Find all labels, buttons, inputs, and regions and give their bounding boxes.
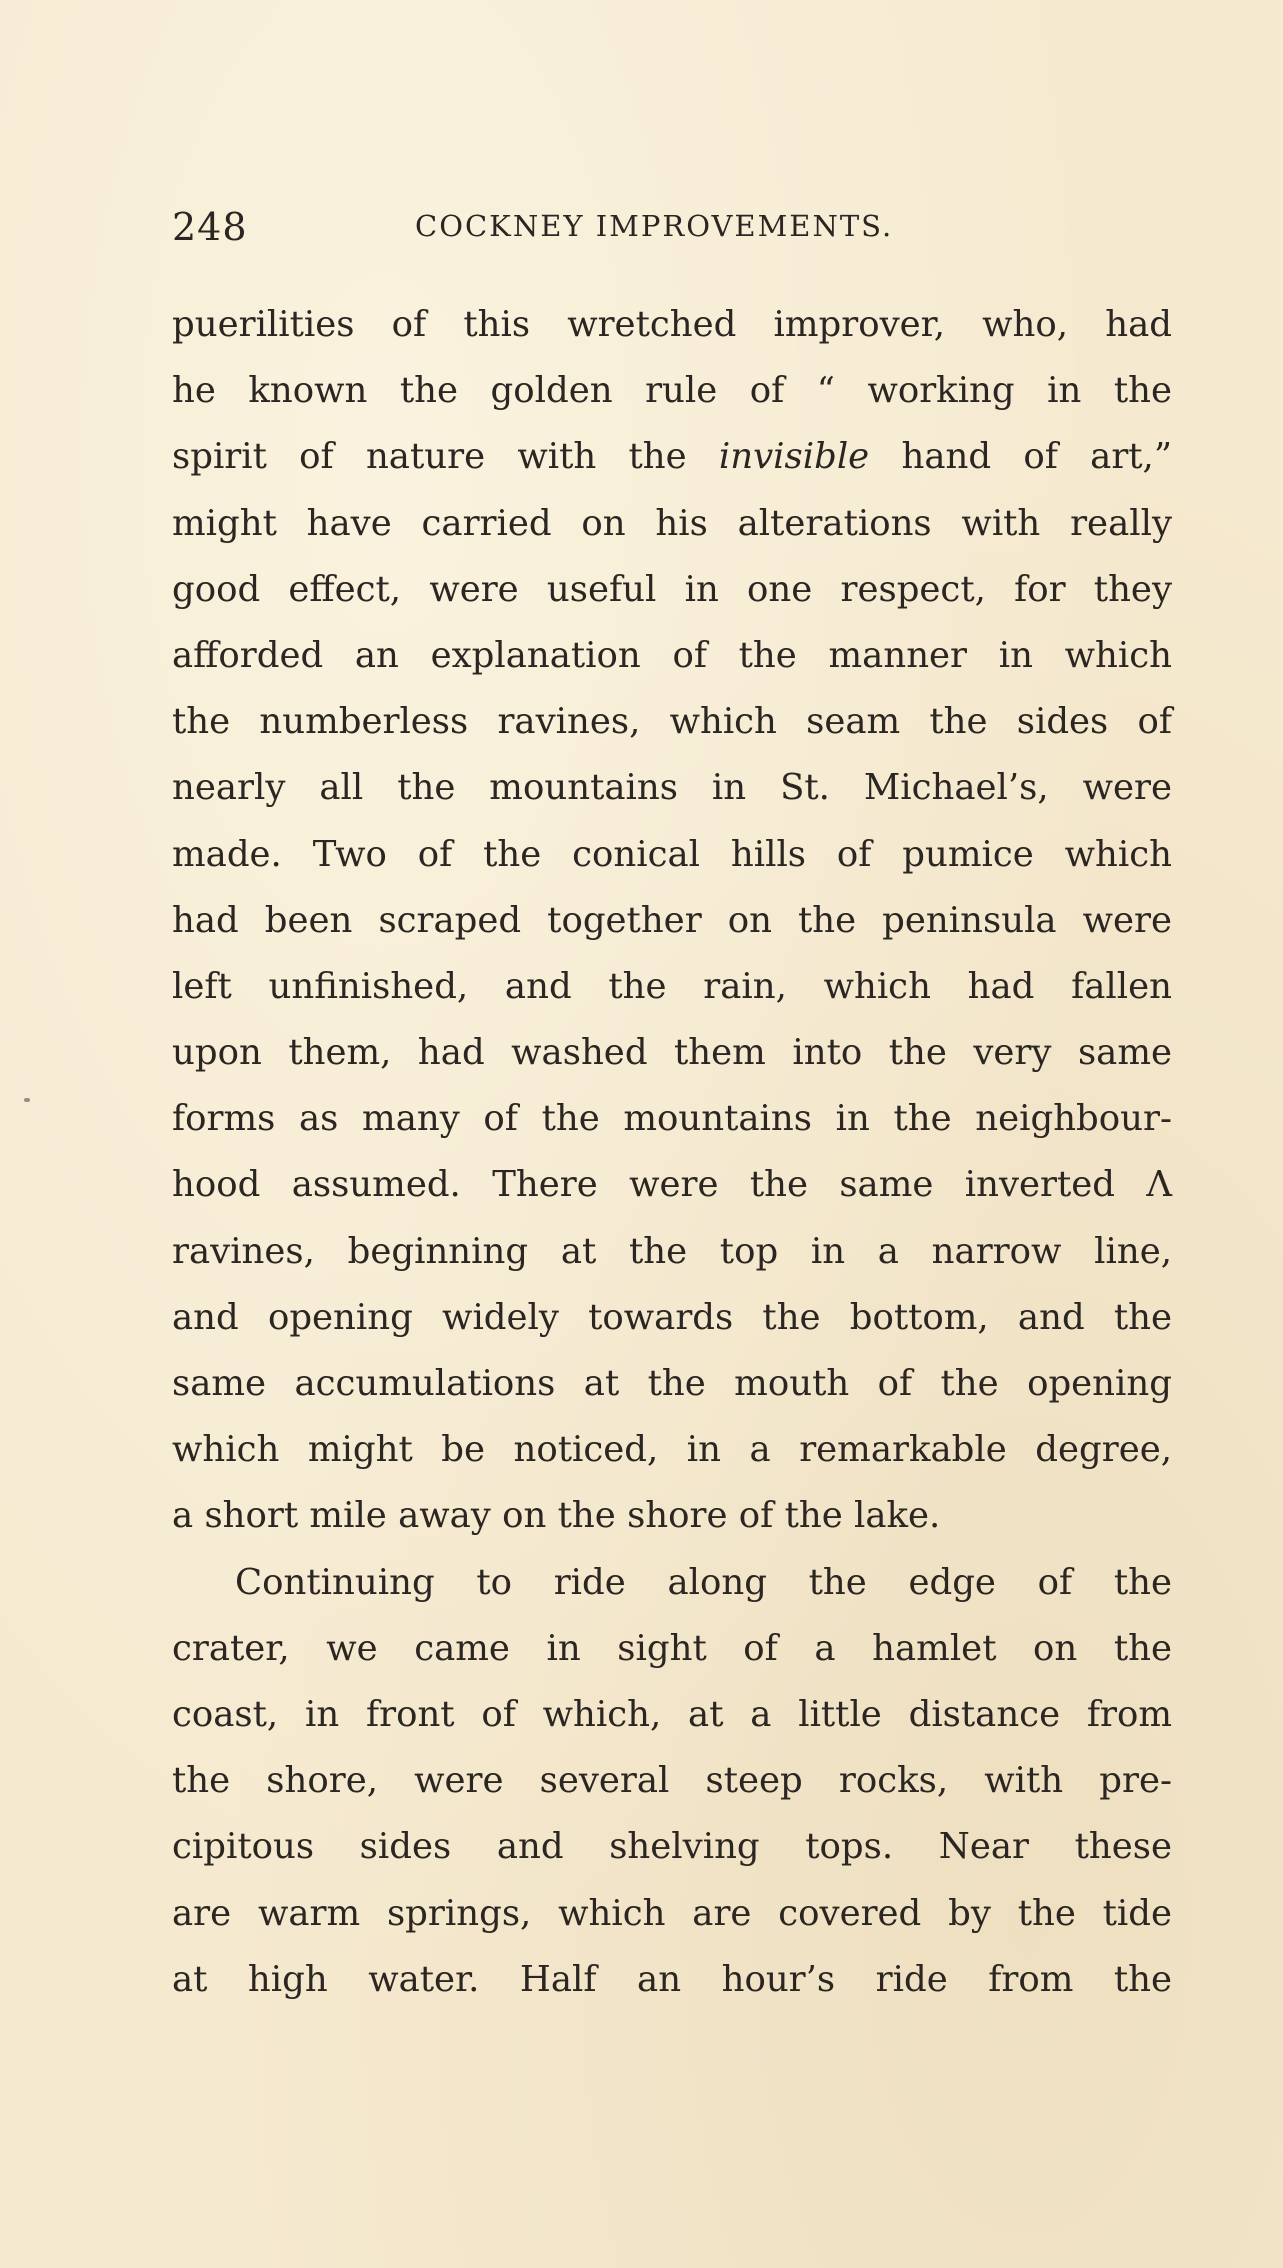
text-line: cipitous sides and shelving tops. Near these xyxy=(172,1826,1172,1868)
text-line: the numberless ravines, which seam the sides of xyxy=(172,701,1172,743)
text-line: crater, we came in sight of a hamlet on the xyxy=(172,1627,1172,1669)
text-line: might have carried on his alterations with really xyxy=(172,502,1172,544)
text-line: good effect, were useful in one respect, for they xyxy=(172,568,1172,610)
text-line: are warm springs, which are covered by the tide xyxy=(172,1892,1172,1934)
text-line: left unfinished, and the rain, which had fallen xyxy=(172,965,1172,1007)
italic-word: invisible xyxy=(718,436,870,478)
body-text xyxy=(172,292,1172,2013)
text-line: nearly all the mountains in St. Michael’s, were xyxy=(172,767,1172,809)
text-line: afforded an explanation of the manner in which xyxy=(172,634,1172,676)
text-line: coast, in front of which, at a little distance from xyxy=(172,1693,1172,1735)
text-line: hood assumed. There were the same inverted Λ xyxy=(172,1164,1172,1206)
text-line xyxy=(172,424,1172,490)
margin-speck xyxy=(24,1098,30,1102)
text-line: he known the golden rule of “ working in the xyxy=(172,370,1172,412)
text-line: had been scraped together on the peninsula were xyxy=(172,899,1172,941)
text-line: forms as many of the mountains in the neighbour- xyxy=(172,1098,1172,1140)
text-line: made. Two of the conical hills of pumice which xyxy=(172,833,1172,875)
paragraph-end-line: a short mile away on the shore of the lake. xyxy=(172,1495,941,1537)
text-line: puerilities of this wretched improver, who, had xyxy=(172,304,1172,345)
line-segment: hand of art,” xyxy=(869,436,1172,478)
page-number: 248 xyxy=(172,205,248,249)
text-line: ravines, beginning at the top in a narrow line, xyxy=(172,1230,1172,1272)
running-title: COCKNEY IMPROVEMENTS. xyxy=(415,209,894,243)
line-segment: spirit of nature with the xyxy=(172,436,719,478)
text-line: the shore, were several steep rocks, with pre- xyxy=(172,1760,1172,1802)
text-line: same accumulations at the mouth of the opening xyxy=(172,1363,1172,1404)
text-line: which might be noticed, in a remarkable degree, xyxy=(172,1429,1172,1471)
text-line: upon them, had washed them into the very same xyxy=(172,1032,1172,1074)
text-line: and opening widely towards the bottom, and the xyxy=(172,1296,1172,1338)
text-line: at high water. Half an hour’s ride from the xyxy=(172,1958,1172,2000)
running-head xyxy=(172,205,1172,265)
paragraph-first-line: Continuing to ride along the edge of the xyxy=(235,1561,1172,1603)
